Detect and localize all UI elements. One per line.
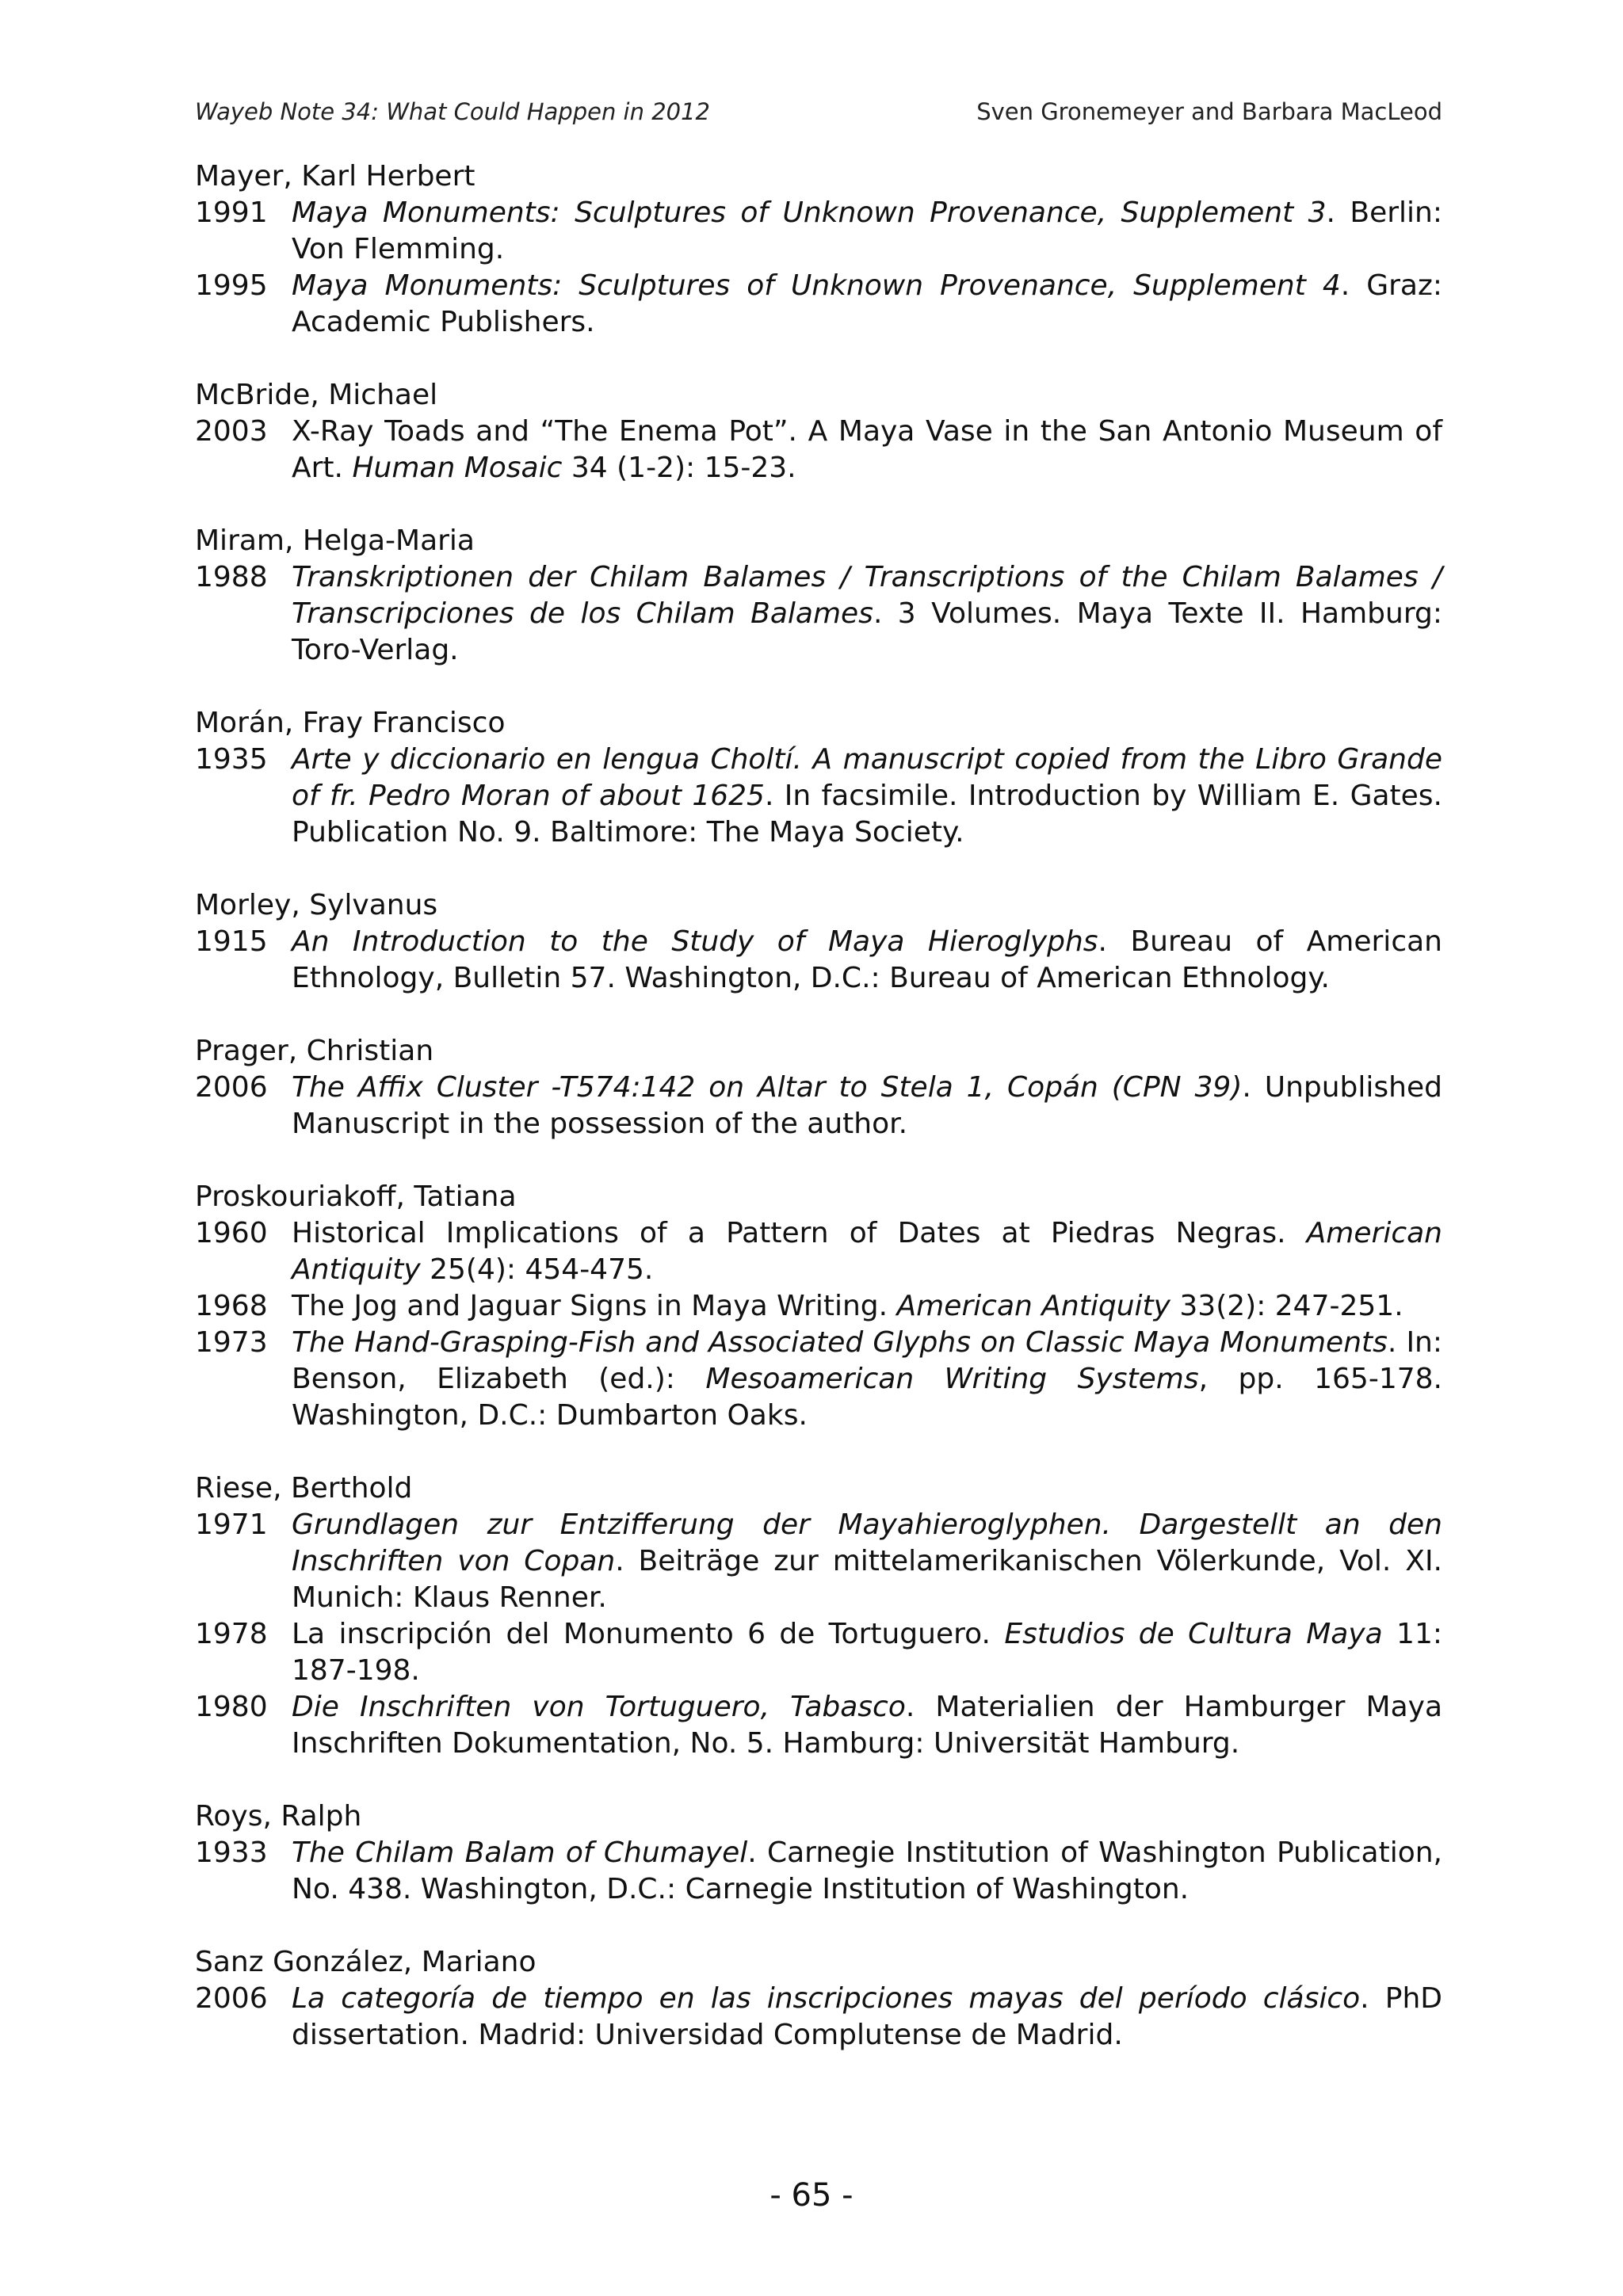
- citation-title: American Antiquity: [896, 1290, 1170, 1322]
- citation-text: , pp. 165-178. Washington, D.C.: Dumbarton Oaks.: [292, 1363, 1442, 1432]
- citation-text: 33(2): 247-251.: [1170, 1290, 1403, 1322]
- reference-group: [195, 1944, 1442, 2054]
- reference-group: [195, 158, 1442, 341]
- section-gap: [195, 1762, 1442, 1798]
- citation-text: . PhD dissertation. Madrid: Universidad Complutense de Madrid.: [292, 1982, 1442, 2051]
- reference-entry: [195, 1689, 1442, 1762]
- citation-title: An Introduction to the Study of Maya Hieroglyphs: [292, 925, 1098, 958]
- reference-entry: [195, 742, 1442, 851]
- reference-group: [195, 705, 1442, 851]
- reference-year: 1991: [195, 196, 268, 229]
- reference-author: Morán, Fray Francisco: [195, 707, 506, 739]
- citation-text: 34 (1-2): 15-23.: [562, 452, 796, 484]
- reference-year: 1915: [195, 925, 268, 958]
- reference-entry: [195, 1325, 1442, 1434]
- reference-year: 1973: [195, 1326, 268, 1359]
- reference-entry: [195, 1507, 1442, 1616]
- citation-text: . Graz: Academic Publishers.: [292, 269, 1443, 338]
- reference-entry: [195, 414, 1442, 486]
- reference-author: Miram, Helga-Maria: [195, 524, 475, 557]
- section-gap: [195, 669, 1442, 705]
- citation-title: Transkriptionen der Chilam Balames / Transcriptions of the Chilam Balames / Transcripciones de los Chilam Balames: [292, 561, 1442, 630]
- reference-group: [195, 1798, 1442, 1908]
- reference-entry: [195, 1616, 1442, 1689]
- reference-year: 1971: [195, 1508, 268, 1541]
- reference-year: 1960: [195, 1217, 268, 1249]
- reference-entry: [195, 195, 1442, 268]
- reference-year: 1980: [195, 1691, 268, 1723]
- citation-text: . Materialien der Hamburger Maya Inschriften Dokumentation, No. 5. Hamburg: Universität Hamburg.: [292, 1691, 1443, 1760]
- citation-title: Estudios de Cultura Maya: [1004, 1618, 1383, 1650]
- citation-text: . 3 Volumes. Maya Texte II. Hamburg: Toro-Verlag.: [292, 597, 1442, 666]
- section-gap: [195, 486, 1442, 523]
- reference-entry: [195, 924, 1442, 997]
- section-gap: [195, 997, 1442, 1033]
- reference-citation: [292, 1070, 1442, 1142]
- citation-text: 11: 187-198.: [292, 1618, 1442, 1687]
- citation-text: The Jog and Jaguar Signs in Maya Writing.: [292, 1290, 897, 1322]
- citation-title: The Hand-Grasping-Fish and Associated Glyphs on Classic Maya Monuments: [292, 1326, 1388, 1359]
- reference-year: 2003: [195, 415, 268, 448]
- citation-title: La categoría de tiempo en las inscripciones mayas del período clásico: [292, 1982, 1361, 2015]
- citation-text: . Berlin: Von Flemming.: [292, 196, 1442, 265]
- citation-text: 25(4): 454-475.: [420, 1253, 654, 1286]
- reference-entry: [195, 1070, 1442, 1142]
- reference-citation: [292, 414, 1442, 486]
- reference-year: 1995: [195, 269, 268, 302]
- reference-year: 1978: [195, 1618, 268, 1650]
- reference-entry: [195, 559, 1442, 669]
- citation-text: X-Ray Toads and “The Enema Pot”. A Maya Vase in the San Antonio Museum of Art.: [292, 415, 1442, 484]
- reference-group: [195, 1470, 1442, 1762]
- citation-title: Maya Monuments: Sculptures of Unknown Provenance, Supplement 4: [292, 269, 1341, 302]
- reference-author: Prager, Christian: [195, 1035, 434, 1067]
- citation-text: . In facsimile. Introduction by William E. Gates. Publication No. 9. Baltimore: The Maya Society.: [292, 780, 1442, 849]
- citation-text: Historical Implications of a Pattern of Dates at Piedras Negras.: [292, 1217, 1307, 1249]
- citation-text: . In: Benson, Elizabeth (ed.):: [292, 1326, 1443, 1395]
- reference-citation: [292, 924, 1442, 997]
- reference-author: Sanz González, Mariano: [195, 1946, 537, 1978]
- reference-author: McBride, Michael: [195, 379, 438, 411]
- reference-citation: [292, 268, 1442, 341]
- citation-title: Human Mosaic: [352, 452, 563, 484]
- reference-entry: [195, 1288, 1442, 1325]
- citation-title: Arte y diccionario en lengua Choltí. A manuscript copied from the Libro Grande of fr. Pedro Moran of about 1625: [292, 743, 1442, 812]
- reference-citation: [292, 1288, 1442, 1325]
- reference-group: [195, 1033, 1442, 1142]
- citation-text: . Unpublished Manuscript in the possession of the author.: [292, 1071, 1442, 1140]
- citation-title: The Affix Cluster -T574:142 on Altar to Stela 1, Copán (CPN 39): [292, 1071, 1243, 1104]
- reference-group: [195, 377, 1442, 486]
- citation-title: Die Inschriften von Tortuguero, Tabasco: [292, 1691, 906, 1723]
- header-title: Wayeb Note 34: What Could Happen in 2012: [195, 98, 711, 125]
- reference-entry: [195, 1215, 1442, 1288]
- citation-title: Maya Monuments: Sculptures of Unknown Provenance, Supplement 3: [292, 196, 1327, 229]
- reference-group: [195, 1179, 1442, 1434]
- citation-title: Mesoamerican Writing Systems: [705, 1363, 1199, 1395]
- reference-group: [195, 523, 1442, 669]
- reference-author: Mayer, Karl Herbert: [195, 160, 475, 193]
- reference-year: 1933: [195, 1836, 268, 1869]
- bibliography: [195, 158, 1442, 2054]
- reference-group: [195, 887, 1442, 997]
- citation-title: Grundlagen zur Entzifferung der Mayahieroglyphen. Dargestellt an den Inschriften von Copan: [292, 1508, 1442, 1577]
- reference-year: 2006: [195, 1071, 268, 1104]
- reference-citation: [292, 1507, 1442, 1616]
- section-gap: [195, 851, 1442, 887]
- reference-author: Morley, Sylvanus: [195, 889, 438, 921]
- reference-citation: [292, 1616, 1442, 1689]
- citation-title: American Antiquity: [292, 1217, 1442, 1286]
- reference-citation: [292, 1215, 1442, 1288]
- citation-text: . Bureau of American Ethnology, Bulletin 57. Washington, D.C.: Bureau of American Ethnology.: [292, 925, 1442, 994]
- section-gap: [195, 1434, 1442, 1470]
- section-gap: [195, 1908, 1442, 1944]
- reference-year: 1935: [195, 743, 268, 776]
- reference-author: Proskouriakoff, Tatiana: [195, 1180, 517, 1213]
- running-header: [195, 98, 1442, 130]
- section-gap: [195, 1142, 1442, 1179]
- reference-citation: [292, 1325, 1442, 1434]
- citation-text: La inscripción del Monumento 6 de Tortuguero.: [292, 1618, 1005, 1650]
- reference-citation: [292, 195, 1442, 268]
- citation-text: . Carnegie Institution of Washington Publication, No. 438. Washington, D.C.: Carnegie Institution of Washington.: [292, 1836, 1442, 1905]
- reference-citation: [292, 559, 1442, 669]
- page-number: - 65 -: [769, 2177, 854, 2214]
- reference-entry: [195, 1981, 1442, 2054]
- reference-year: 1988: [195, 561, 268, 593]
- reference-citation: [292, 742, 1442, 851]
- reference-citation: [292, 1835, 1442, 1908]
- header-authors: Sven Gronemeyer and Barbara MacLeod: [976, 98, 1442, 125]
- citation-title: The Chilam Balam of Chumayel: [292, 1836, 748, 1869]
- citation-text: . Beiträge zur mittelamerikanischen Völerkunde, Vol. XI. Munich: Klaus Renner.: [292, 1545, 1443, 1614]
- reference-year: 2006: [195, 1982, 268, 2015]
- reference-citation: [292, 1689, 1442, 1762]
- reference-author: Roys, Ralph: [195, 1800, 362, 1833]
- reference-author: Riese, Berthold: [195, 1472, 413, 1505]
- reference-entry: [195, 268, 1442, 341]
- reference-year: 1968: [195, 1290, 268, 1322]
- reference-citation: [292, 1981, 1442, 2054]
- section-gap: [195, 341, 1442, 377]
- reference-entry: [195, 1835, 1442, 1908]
